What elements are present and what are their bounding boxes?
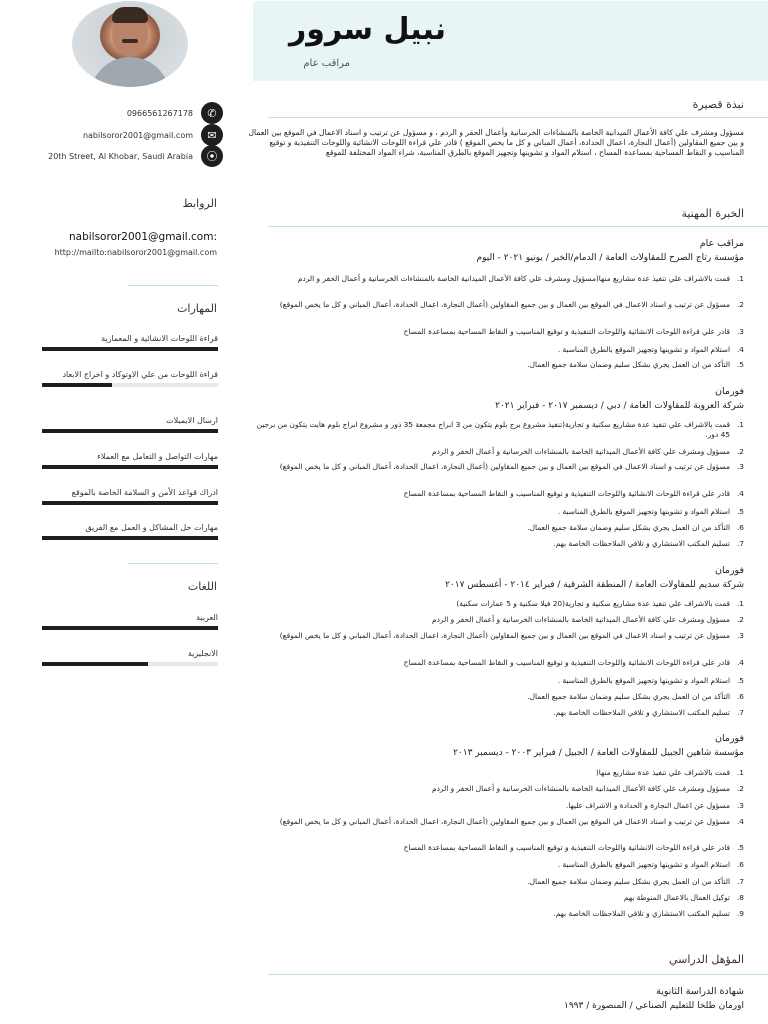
skill-item bbox=[42, 415, 218, 433]
list-number: 3. bbox=[736, 631, 744, 640]
list-number: 1. bbox=[736, 599, 744, 608]
job-duty-item bbox=[254, 539, 744, 549]
links-heading: الروابط bbox=[182, 197, 217, 210]
skill-item bbox=[42, 451, 218, 469]
list-number: 3. bbox=[736, 801, 744, 810]
list-number: 1. bbox=[736, 768, 744, 777]
contact-address bbox=[48, 145, 223, 167]
list-number: 6. bbox=[736, 860, 744, 869]
job-duty-item bbox=[254, 676, 744, 686]
list-number: 4. bbox=[736, 489, 744, 498]
skill-level-bar bbox=[42, 501, 218, 505]
education-heading: المؤهل الدراسي bbox=[668, 953, 744, 966]
skill-item bbox=[42, 333, 218, 351]
job-duty-item bbox=[254, 817, 744, 827]
job-duty-text: قمت بالاشراف علي تنفيذ عدة مشاريع منها( bbox=[595, 768, 730, 777]
language-level-fill bbox=[42, 626, 218, 630]
sidebar bbox=[0, 0, 245, 1024]
skill-label: مهارات حل المشاكل و العمل مع الفريق bbox=[85, 523, 218, 532]
list-number: 5. bbox=[736, 507, 744, 516]
job-company: شركة العروبة للمقاولات العامة / دبي / ديسمبر ٢٠١٧ - فبراير ٢٠٢١ bbox=[495, 401, 744, 411]
job-duty-text: مسؤول عن ترتيب و اسناد الاعمال في الموقع بين العمال و بين جميع المقاولين (أعمال النجارة، اعمال الحدادة، أعمال المباني و كل ما يخص الموقع) bbox=[279, 631, 730, 640]
job-role: فورمان bbox=[715, 386, 744, 397]
language-level-fill bbox=[42, 662, 148, 666]
list-number: 5. bbox=[736, 360, 744, 369]
list-number: 7. bbox=[736, 877, 744, 886]
summary-text: مسؤول ومشرف علي كافة الأعمال الميدانية الخاصة بالمنشاءات الخرسانية وأعمال الحفر و الردم ، و مسؤول عن ترتيب و اسناد الاعمال في الموقع بين العمال و بين جميع المقاولين (أعمال النجارة، اعمال الحدادة، أعمال المباني و كل ما يخص الموقع ) قادر علي قراءة اللوحات الانشائية واللوحات التنفيذية و توقيع المناسيب و النقاط المساحية بمساعدة المساح ، استلام المواد و تشوينها وتجهيز الموقع بالطرق المناسبة، شراء المواد المختلفة للموقع bbox=[248, 128, 744, 157]
job-duty-item bbox=[254, 447, 744, 457]
list-number: 6. bbox=[736, 692, 744, 701]
skill-level-bar bbox=[42, 347, 218, 351]
job-duty-item bbox=[254, 327, 744, 337]
job-title: مراقب عام bbox=[303, 58, 350, 69]
skill-level-bar bbox=[42, 383, 218, 387]
job-duty-text: استلام المواد و تشوينها وتجهيز الموقع بالطرق المناسبة . bbox=[557, 345, 730, 354]
job-duty-item bbox=[254, 599, 744, 609]
job-duty-text: قادر علي قراءة اللوحات الانشائية واللوحات التنفيذية و توقيع المناسيب و النقاط المساحية بمساعدة المساح bbox=[403, 658, 730, 667]
list-number: 5. bbox=[736, 843, 744, 852]
links-email[interactable]: nabilsoror2001@gmail.com: bbox=[69, 231, 217, 243]
experience-heading: الخبرة المهنية bbox=[681, 207, 744, 220]
list-number: 2. bbox=[736, 447, 744, 456]
job-duty-text: قمت بالاشراف علي تنفيذ عدة مشاريع سكنية و تجارية(20 فيلا سكنية و 5 عمارات سكنية) bbox=[456, 599, 730, 608]
job-duty-text: قمت بالاشراف علي تنفيذ عدة مشاريع سكنية و تجارية(تنفيذ مشروع برج بلوم يتكون من 3 ابراج مجمعة 35 دور و مشروع ابراج بلوم هايت يتكون من برجين 45 دور. bbox=[256, 420, 730, 439]
skill-level-fill bbox=[42, 536, 218, 540]
skill-level-fill bbox=[42, 383, 112, 387]
education-school: اورمان طلخا للتعليم الصناعي / المنصورة / ١٩٩٣ bbox=[563, 1001, 744, 1011]
job-duty-text: قادر علي قراءة اللوحات الانشائية واللوحات التنفيذية و توقيع المناسيب و النقاط المساحية بمساعدة المساح bbox=[403, 327, 730, 336]
skill-item bbox=[42, 369, 218, 387]
job-duty-item bbox=[254, 843, 744, 853]
job-duty-text: توكيل العمال بالاعمال المنوطة بهم bbox=[623, 893, 730, 902]
job-duty-text: مسؤول ومشرف علي كافة الأعمال الميدانية الخاصة بالمنشاءات الخرسانية و أعمال الحفر و الردم bbox=[432, 615, 730, 624]
job-duty-item bbox=[254, 768, 744, 778]
skill-label: قراءة اللوحات الانشائية و المعمارية bbox=[101, 334, 218, 343]
skill-label: مهارات التواصل و التعامل مع العملاء bbox=[97, 452, 218, 461]
education-degree: شهادة الدراسة الثانوية bbox=[656, 986, 744, 997]
profile-photo bbox=[72, 1, 188, 87]
job-duty-item bbox=[254, 692, 744, 702]
skill-level-bar bbox=[42, 465, 218, 469]
list-number: 9. bbox=[736, 909, 744, 918]
job-duty-text: استلام المواد و تشوينها وتجهيز الموقع بالطرق المناسبة . bbox=[557, 860, 730, 869]
job-duty-text: التأكد من ان العمل يجري بشكل سليم وضمان سلامة جميع العمال. bbox=[527, 523, 730, 532]
language-label: الانجليزية bbox=[187, 649, 218, 658]
skill-level-fill bbox=[42, 465, 218, 469]
job-duty-item bbox=[254, 658, 744, 668]
job-duty-text: مسؤول ومشرف علي كافة الأعمال الميدانية الخاصة بالمنشاءات الخرسانية و أعمال الحفر و الردم bbox=[432, 784, 730, 793]
job-duty-text: تسليم المكتب الاستشاري و تلافي الملاحظات الخاصة بهم. bbox=[553, 708, 730, 717]
language-level-bar bbox=[42, 626, 218, 630]
list-number: 1. bbox=[736, 420, 744, 429]
job-duty-item bbox=[254, 360, 744, 370]
skill-level-bar bbox=[42, 536, 218, 540]
job-duty-text: قمت بالاشراف علي تنفيذ عدة مشاريع منها(مسؤول ومشرف علي كافة الأعمال الميدانية الخاصة بالمنشاءات الخرسانية و أعمال الحفر و الردم bbox=[297, 274, 730, 283]
skill-level-bar bbox=[42, 429, 218, 433]
skill-level-fill bbox=[42, 501, 218, 505]
skill-level-fill bbox=[42, 429, 218, 433]
email-text[interactable]: nabilsoror2001@gmail.com bbox=[82, 130, 193, 140]
divider bbox=[268, 117, 768, 118]
job-duty-item bbox=[254, 708, 744, 718]
skill-level-fill bbox=[42, 347, 218, 351]
list-number: 7. bbox=[736, 708, 744, 717]
contact-email[interactable] bbox=[83, 124, 223, 146]
list-number: 2. bbox=[736, 300, 744, 309]
language-item bbox=[42, 612, 218, 630]
list-number: 7. bbox=[736, 539, 744, 548]
divider bbox=[268, 974, 768, 975]
job-duty-text: مسؤول ومشرف علي كافة الأعمال الميدانية الخاصة بالمنشاءات الخرسانية و أعمال الحفر و الردم bbox=[432, 447, 730, 456]
job-duty-text: استلام المواد و تشوينها وتجهيز الموقع بالطرق المناسبة . bbox=[557, 676, 730, 685]
job-duty-item bbox=[254, 300, 744, 310]
job-duty-item bbox=[254, 860, 744, 870]
job-duty-item bbox=[254, 784, 744, 794]
job-duty-text: تسليم المكتب الاستشاري و تلافي الملاحظات الخاصة بهم. bbox=[553, 539, 730, 548]
envelope-icon: ✉ bbox=[201, 124, 223, 146]
job-duty-item bbox=[254, 801, 744, 811]
list-number: 2. bbox=[736, 615, 744, 624]
skill-label: ادراك قواعد الأمن و السلامة الخاصة بالموقع bbox=[71, 488, 218, 497]
skill-label: ارسال الايميلات bbox=[166, 416, 218, 425]
job-duty-item bbox=[254, 420, 744, 439]
job-duty-item bbox=[254, 507, 744, 517]
phone-icon: ✆ bbox=[201, 102, 223, 124]
job-duty-text: استلام المواد و تشوينها وتجهيز الموقع بالطرق المناسبة . bbox=[557, 507, 730, 516]
contact-phone bbox=[127, 102, 223, 124]
job-duty-text: قادر علي قراءة اللوحات الانشائية واللوحات التنفيذية و توقيع المناسيب و النقاط المساحية بمساعدة المساح bbox=[403, 843, 730, 852]
list-number: 3. bbox=[736, 462, 744, 471]
address-text: 20th Street, Al Khobar, Saudi Arabia bbox=[48, 151, 193, 161]
job-duty-text: التأكد من ان العمل يجري بشكل سليم وضمان سلامة جميع العمال. bbox=[527, 877, 730, 886]
divider bbox=[128, 563, 218, 564]
list-number: 6. bbox=[736, 523, 744, 532]
job-duty-text: مسؤول عن ترتيب و اسناد الاعمال في الموقع بين العمال و بين جميع المقاولين (أعمال النجارة، اعمال الحدادة، أعمال المباني و كل ما يخص الموقع) bbox=[279, 817, 730, 826]
language-level-bar bbox=[42, 662, 218, 666]
person-name: نبيل سرور bbox=[288, 12, 446, 47]
job-duty-text: تسليم المكتب الاستشاري و تلافي الملاحظات الخاصة بهم. bbox=[553, 909, 730, 918]
language-label: العربية bbox=[196, 613, 218, 622]
list-number: 3. bbox=[736, 327, 744, 336]
skill-item bbox=[42, 522, 218, 540]
job-duty-text: مسؤول عن اعمال النجارة و الحدادة و الاشراف عليها. bbox=[565, 801, 730, 810]
job-duty-text: مسؤول عن ترتيب و اسناد الاعمال في الموقع بين العمال و بين جميع المقاولين (أعمال النجارة، اعمال الحدادة، أعمال المباني و كل ما يخص الموقع) bbox=[279, 300, 730, 309]
job-duty-text: مسؤول عن ترتيب و اسناد الاعمال في الموقع بين العمال و بين جميع المقاولين (أعمال النجارة، اعمال الحدادة، أعمال المباني و كل ما يخص الموقع) bbox=[279, 462, 730, 471]
job-role: فورمان bbox=[715, 565, 744, 576]
phone-text: 0966561267178 bbox=[126, 108, 193, 118]
list-number: 8. bbox=[736, 893, 744, 902]
job-duty-item bbox=[254, 909, 744, 919]
job-duty-text: التأكد من ان العمل يجري بشكل سليم وضمان سلامة جميع العمال. bbox=[527, 692, 730, 701]
job-role: مراقب عام bbox=[699, 238, 744, 249]
skill-label: قراءة اللوحات من علي الاوتوكاد و اخراج الابعاد bbox=[62, 370, 218, 379]
skills-heading: المهارات bbox=[177, 302, 217, 315]
job-duty-item bbox=[254, 345, 744, 355]
list-number: 5. bbox=[736, 676, 744, 685]
divider bbox=[268, 226, 768, 227]
location-pin-icon: ⦿ bbox=[201, 145, 223, 167]
job-duty-item bbox=[254, 893, 744, 903]
job-duty-item bbox=[254, 489, 744, 499]
job-duty-item bbox=[254, 631, 744, 641]
job-duty-text: قادر علي قراءة اللوحات الانشائية واللوحات التنفيذية و توقيع المناسيب و النقاط المساحية بمساعدة المساح bbox=[403, 489, 730, 498]
language-item bbox=[42, 648, 218, 666]
job-duty-item bbox=[254, 615, 744, 625]
job-duty-text: التأكد من ان العمل يجري بشكل سليم وضمان سلامة جميع العمال. bbox=[527, 360, 730, 369]
list-number: 4. bbox=[736, 345, 744, 354]
links-url[interactable]: http://mailto:nabilsoror2001@gmail.com bbox=[54, 248, 217, 257]
skill-item bbox=[42, 487, 218, 505]
list-number: 1. bbox=[736, 274, 744, 283]
job-company: مؤسسة رتاج الصرح للمقاولات العامة / الدمام/الخبر / يونيو ٢٠٢١ - اليوم bbox=[476, 253, 744, 263]
job-duty-item bbox=[254, 274, 744, 284]
list-number: 4. bbox=[736, 658, 744, 667]
languages-heading: اللغات bbox=[187, 580, 217, 593]
summary-heading: نبذة قصيرة bbox=[692, 98, 744, 111]
list-number: 2. bbox=[736, 784, 744, 793]
list-number: 4. bbox=[736, 817, 744, 826]
job-duty-item bbox=[254, 462, 744, 472]
job-role: فورمان bbox=[715, 733, 744, 744]
job-duty-item bbox=[254, 877, 744, 887]
job-company: مؤسسة شاهين الجبيل للمقاولات العامة / الجبيل / فبراير ٢٠٠٣ - ديسمبر ٢٠١٣ bbox=[453, 748, 744, 758]
divider bbox=[128, 285, 218, 286]
job-company: شركة سديم للمقاولات العامة / المنطقة الشرقية / فبراير ٢٠١٤ - أغسطس ٢٠١٧ bbox=[445, 580, 744, 590]
job-duty-item bbox=[254, 523, 744, 533]
